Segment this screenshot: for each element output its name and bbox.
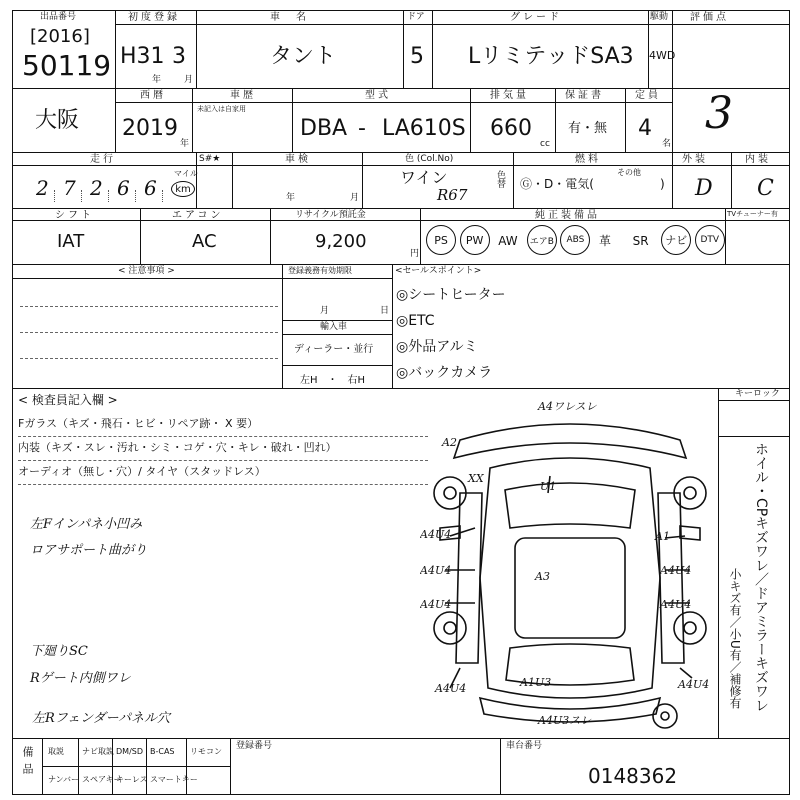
sales-point: ◎外品アルミ	[396, 339, 478, 355]
mileage-digit: 2	[90, 176, 103, 200]
equipment-item	[426, 225, 456, 255]
mileage-digit: 7	[63, 176, 76, 200]
chassis-label: 車台番号	[506, 741, 543, 751]
sales-point: ◎バックカメラ	[396, 365, 493, 381]
drive: 4WD	[649, 49, 676, 62]
diagram-label: A4U4	[420, 564, 452, 577]
chassis-number: 0148362	[588, 764, 678, 788]
item-cell: リモコン	[190, 747, 222, 756]
first-reg-label: 初度登録	[128, 12, 180, 23]
color: ワイン	[400, 168, 448, 187]
equipment-item	[460, 225, 490, 255]
inspector-line: オーディオ（無し・穴）/ タイヤ（スタッドレス）	[18, 465, 266, 478]
capacity: 4	[638, 116, 652, 141]
diagram-label: A4U4	[420, 598, 452, 611]
item-cell: ナビ取説	[82, 747, 114, 756]
equipment-label: PW	[465, 233, 484, 247]
item-cell: ナンバー	[48, 775, 80, 784]
model-code: LA610S	[382, 116, 466, 141]
diagram-label: A4U4	[660, 564, 692, 577]
mileage-digit: 2	[36, 176, 49, 200]
keylock-label: キーロック	[735, 389, 780, 399]
import-type: ディーラー・並行	[294, 344, 374, 355]
interior-grade: C	[757, 176, 774, 201]
mileage-digit: 6	[144, 176, 157, 200]
equipment-item: AW	[498, 234, 518, 248]
recycle-amount: 9,200	[315, 231, 367, 252]
color-code: R67	[437, 186, 468, 204]
handwritten-note: 左Fインパネ小凹み	[30, 517, 143, 532]
inspector-line: 内装（キズ・スレ・汚れ・シミ・コゲ・穴・キレ・破れ・凹れ）	[18, 441, 337, 454]
keylock-vertical-text: ホイル・CPキズワレ／ドアミラーキズワレ	[753, 442, 769, 713]
item-divider	[112, 738, 113, 795]
air-conditioner: AC	[192, 231, 217, 252]
mileage-digit-divider	[54, 190, 55, 202]
warranty: 有・無	[568, 121, 608, 136]
diagram-label: A1	[655, 530, 670, 543]
sales-point: ◎ETC	[396, 313, 435, 329]
era: H31	[120, 44, 165, 69]
mileage-digit-divider	[81, 190, 82, 202]
diagram-label: A4U4	[435, 682, 467, 695]
equipment-item	[661, 225, 691, 255]
item-divider	[146, 738, 147, 795]
inspector-line: Fガラス（キズ・飛石・ヒビ・リペア跡・ X 要）	[18, 417, 259, 430]
diagram-label: A3	[535, 570, 550, 583]
sales-point: ◎シートヒーター	[396, 287, 506, 303]
equipment-item: SR	[632, 234, 649, 248]
doors-label: ドア	[407, 12, 425, 22]
car-name: タント	[270, 44, 337, 69]
handwritten-note: 左Rフェンダーパネル穴	[32, 711, 170, 726]
registration-number-label: 登録番号	[236, 741, 273, 751]
inspector-line-rule	[18, 484, 428, 485]
item-cell: 取説	[48, 747, 64, 756]
equipment-item: 革	[599, 234, 612, 248]
month: 3	[172, 44, 186, 69]
item-cell: DM/SD	[116, 747, 143, 756]
equipment-label: ナビ	[665, 234, 688, 247]
item-divider	[78, 738, 79, 795]
equipment-label: DTV	[700, 235, 720, 245]
diagram-label: A1U3	[520, 676, 552, 689]
exterior-grade: D	[695, 176, 713, 201]
western-year: 2019	[122, 116, 178, 141]
inspector-title: < 検査員記入欄 >	[18, 393, 118, 407]
diagram-label: A4U4	[420, 528, 452, 541]
shift: IAT	[57, 231, 85, 252]
handwritten-note: Rゲート内側ワレ	[30, 671, 131, 686]
sales-points-label: <セールスポイント>	[395, 266, 482, 276]
displacement: 660	[490, 116, 532, 141]
grade: LリミテッドSA3	[468, 44, 634, 69]
diagram-label: A4U4	[678, 678, 710, 691]
diagram-label: A4U4	[660, 598, 692, 611]
diagram-label: XX	[468, 472, 484, 485]
km-unit: km	[171, 181, 195, 197]
inspector-line-rule	[18, 460, 428, 461]
drive-label: 駆動	[650, 12, 669, 22]
score: 3	[705, 88, 733, 139]
item-divider	[186, 738, 187, 795]
item-cell: スマートキー	[150, 775, 198, 784]
diagram-label: U1	[540, 480, 557, 493]
grade-label: グレード	[510, 12, 562, 23]
mileage-digit-divider	[162, 190, 163, 202]
fuel-options: Ⓖ・D・電気(	[520, 177, 594, 191]
diagram-label: A2	[442, 436, 457, 449]
doors: 5	[410, 44, 424, 69]
year-bracket: [2016]	[30, 26, 90, 47]
caution-label: < 注意事項 >	[118, 266, 175, 276]
diagram-label: A4ワレスレ	[538, 400, 597, 413]
handwritten-note: ロアサポート曲がり	[30, 543, 148, 558]
item-cell: スペアキー	[82, 775, 122, 784]
region: 大阪	[35, 108, 80, 133]
auction-sheet: 出品番号 [2016] 50119 初度登録 H31 3 年 月 車 名 タント ドア 5 グレード LリミテッドSA3 駆動 4WD 評価点 3 大阪 西暦 2019 年 車歴 未記入は自家用 型式 DBA - LA610S 排気量 660 cc 保証書 有・無 定員 4 名 走行 2 7 2 6 6 マイル km S#★ 車検 年 月 色 (Col.No) ワイン R67 色替 燃料 Ⓖ・D・電気( その他 ) 外装 D 内装 C シフト IAT エアコン AC リサイクル預託金 9,200 円 純正装備品 TVチューナー有 PS PW AW エアB ABS 革 SR ナビ DTV < 注意事項 > 登録義務有効期限 月 日 輸入車 ディーラー・並行 左H ・ 右H <セールスポイント> ◎シートヒーター ◎ETC ◎外品アルミ ◎バックカメラ < 検査員記入欄 > Fガラス（キズ・飛石・ヒビ・リペア跡・ X 要） 内装（キズ・スレ・汚れ・シミ・コゲ・穴・キレ・破れ・凹れ） オーディオ（無し・穴）/ タイヤ（スタッドレス） 左Fインパネ小凹み ロアサポート曲がり 下廻りSC Rゲート内側ワレ 左Rフェンダーパネル穴 キーロック ホイル・CPキズワレ／ドアミラーキズワレ 小キズ有／小U有／補修有 A4ワレスレ A2 XX U1 A1 A4U4 A4U4 A4U4 A4U4 A3 A4U4 A4U4 A4U4 A1U3 A4U3スレ 備品 取説 ナビ取説 DM/SD B-CAS リモコン ナンバー スペアキー キーレス スマートキー 登録番号 車台番号 0148362	[0, 0, 800, 800]
score-label: 評価点	[690, 12, 729, 23]
model-prefix: DBA	[300, 116, 348, 141]
diagram-label: A4U3スレ	[538, 714, 592, 727]
equipment-item	[527, 225, 557, 255]
handwritten-note: 下廻りSC	[30, 644, 88, 659]
car-damage-diagram	[420, 398, 720, 738]
lot-number: 50119	[22, 49, 112, 82]
mileage-digit: 6	[117, 176, 130, 200]
equipment-label: PS	[434, 233, 448, 247]
keylock-sub-text: 小キズ有／小U有／補修有	[728, 568, 742, 709]
item-cell: キーレス	[116, 775, 148, 784]
mileage-digit-divider	[135, 190, 136, 202]
equipment-label: ABS	[566, 235, 585, 245]
equipment-item	[695, 225, 725, 255]
steering: 左H ・ 右H	[300, 375, 366, 386]
items-label: 備品	[21, 746, 34, 780]
item-cell: B-CAS	[150, 747, 175, 756]
auction-number-label: 出品番号	[40, 12, 77, 22]
equipment-label: エアB	[529, 236, 554, 247]
car-name-label: 車 名	[270, 12, 309, 23]
mileage-digit-divider	[108, 190, 109, 202]
inspector-line-rule	[18, 436, 428, 437]
